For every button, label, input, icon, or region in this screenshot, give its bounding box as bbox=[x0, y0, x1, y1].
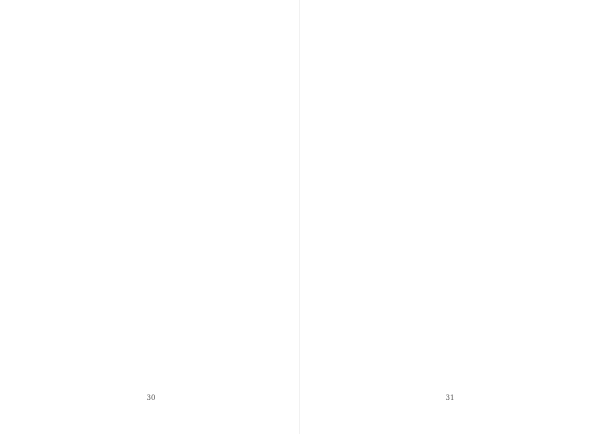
verse-line-3 bbox=[386, 71, 536, 81]
left-paragraph-1 bbox=[44, 14, 258, 24]
left-paragraph-2 bbox=[44, 31, 258, 41]
right-text-column bbox=[340, 14, 554, 91]
left-text-column bbox=[44, 14, 258, 82]
right-paragraph-2 bbox=[340, 31, 554, 41]
left-paragraph-3 bbox=[44, 48, 258, 58]
verse-line-4 bbox=[386, 81, 536, 91]
left-paragraph-4 bbox=[44, 65, 258, 75]
right-page bbox=[300, 0, 600, 434]
verse-block bbox=[386, 51, 536, 91]
right-paragraph-1 bbox=[340, 14, 554, 24]
verse-line-1 bbox=[386, 51, 536, 61]
verse-line-2 bbox=[386, 61, 536, 71]
left-page-number: 30 bbox=[146, 394, 156, 402]
right-page-number: 31 bbox=[445, 394, 455, 402]
